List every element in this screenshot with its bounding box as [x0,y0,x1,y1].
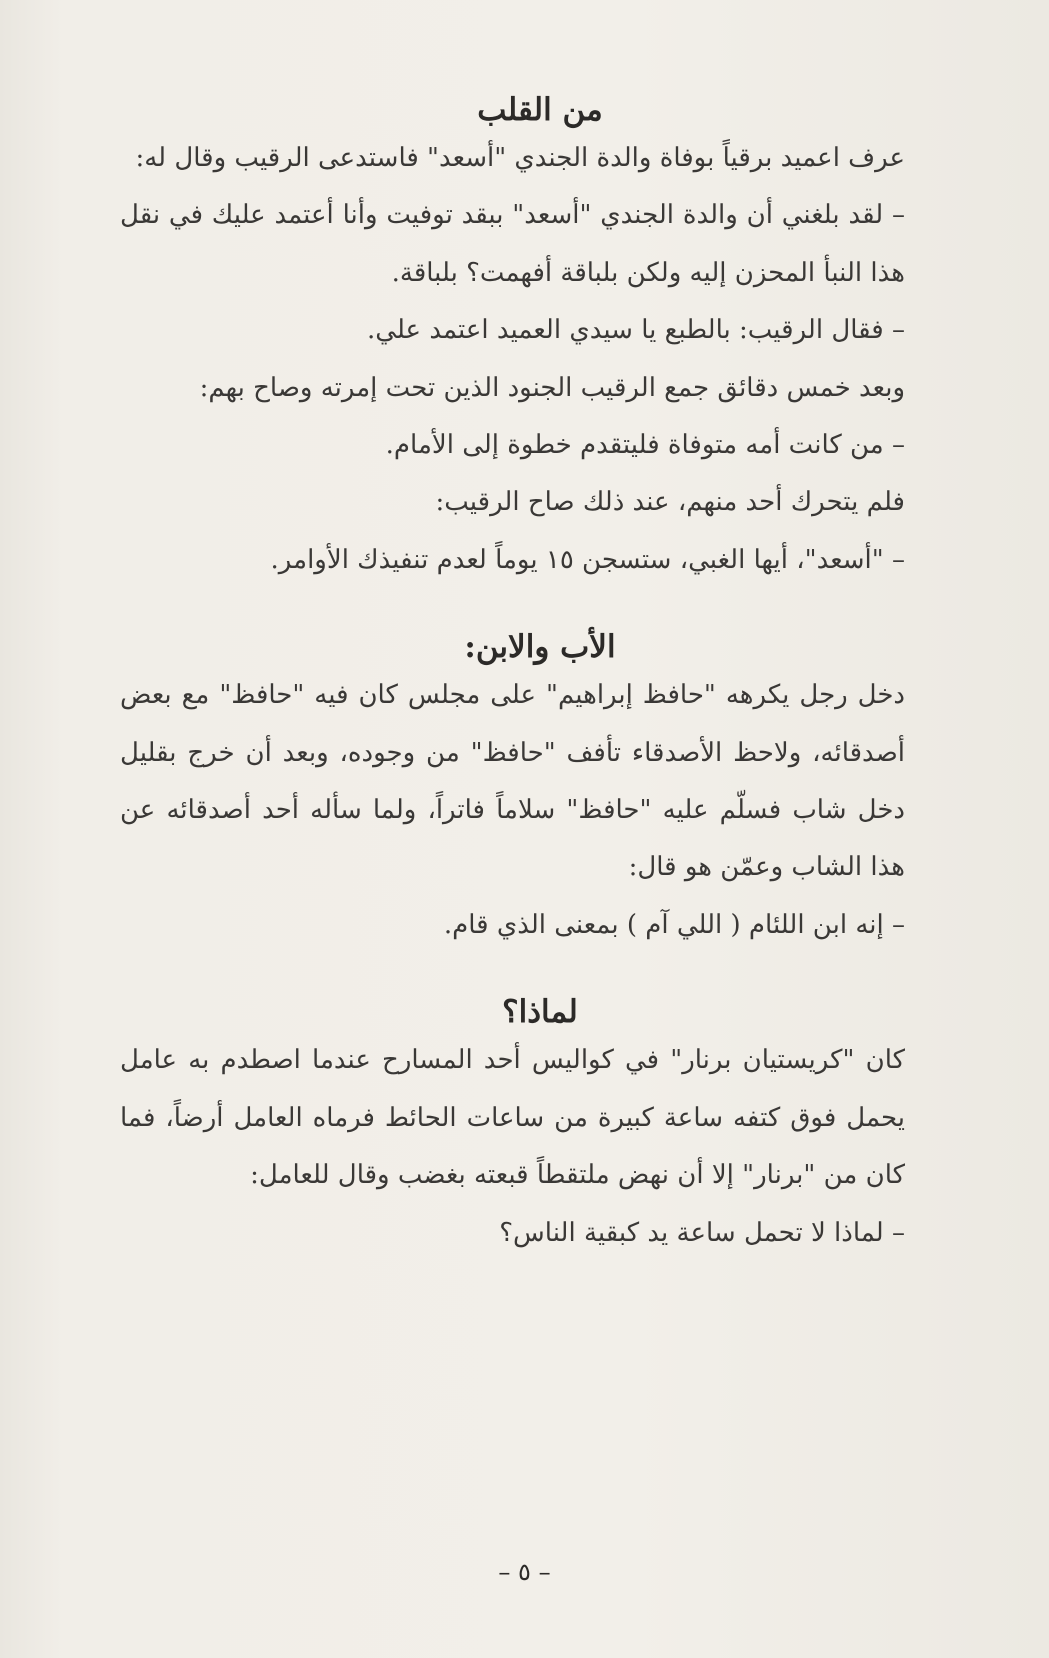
section-title: من القلب [477,92,603,128]
paragraph: – من كانت أمه متوفاة فليتقدم خطوة إلى الأمام. [385,430,905,461]
paragraph: عرف اعميد برقياً بوفاة والدة الجندي "أسعد" فاستدعى الرقيب وقال له: [135,143,905,173]
paragraph: كان "كريستيان برنار" في كواليس أحد المسارح عندما اصطدم به عامل يحمل فوق كتفه ساعة كبيرة من ساعات الحائط فرماه العامل أرضاً، فما كان من "برنار" إلا أن نهض ملتقطاً قبعته بغضب وقال للعامل: [120,1045,905,1191]
paragraph: – لماذا لا تحمل ساعة يد كبقية الناس؟ [499,1217,905,1248]
paragraph: – فقال الرقيب: بالطبع يا سيدي العميد اعتمد علي. [367,315,905,346]
paragraph: وبعد خمس دقائق جمع الرقيب الجنود الذين تحت إمرته وصاح بهم: [199,372,905,403]
section-title: لماذا؟ [502,994,578,1031]
page-number: – ٥ – [498,1558,551,1586]
page-text [120,90,960,1262]
paragraph: دخل رجل يكرهه "حافظ إبراهيم" على مجلس كان فيه "حافظ" مع بعض أصدقائه، ولاحظ الأصدقاء تأفف "حافظ" من وجوده، وبعد أن خرج بقليل دخل شاب فسلّم عليه "حافظ" سلاماً فاتراً، ولما سأله أحد أصدقائه عن هذا الشاب وعمّن هو قال: [120,680,905,883]
paragraph: – لقد بلغني أن والدة الجندي "أسعد" ببقد توفيت وأنا أعتمد عليك في نقل هذا النبأ المحزن إليه ولكن بلباقة أفهمت؟ بلباقة. [120,200,905,288]
paragraph: فلم يتحرك أحد منهم، عند ذلك صاح الرقيب: [435,487,905,518]
section-title: الأب والابن: [464,629,616,666]
paragraph: – إنه ابن اللئام ( اللي آم ) بمعنى الذي قام. [443,909,905,940]
paragraph: – "أسعد"، أيها الغبي، ستسجن ١٥ يوماً لعدم تنفيذك الأوامر. [270,544,905,575]
